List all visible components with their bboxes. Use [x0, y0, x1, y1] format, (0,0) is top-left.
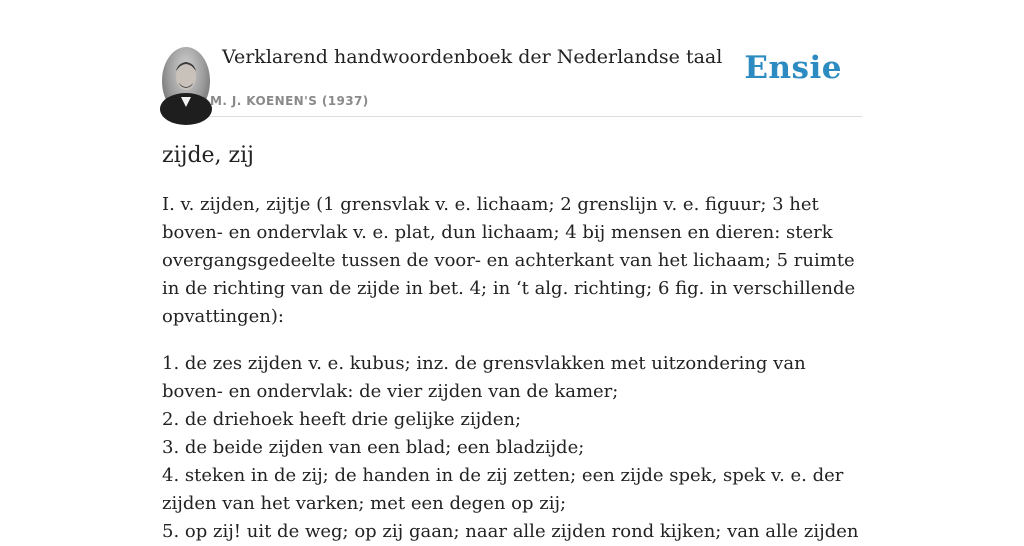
meaning-item: 3. de beide zijden van een blad; een bladzijde; [162, 437, 585, 458]
author-label: M. J. KOENEN'S (1937) [210, 94, 369, 108]
ensie-logo[interactable]: Ensie [744, 50, 842, 86]
author-portrait [162, 47, 210, 115]
dictionary-header [162, 0, 862, 117]
headword: zijde, zij [162, 143, 254, 168]
book-title: Verklarend handwoordenboek der Nederlandse taal [222, 46, 723, 68]
meaning-item: 4. steken in de zij; de handen in de zij zetten; een zijde spek, spek v. e. der zijden van het varken; met een degen op zij; [162, 465, 844, 514]
meaning-item: 2. de driehoek heeft drie gelijke zijden; [162, 409, 522, 430]
meaning-item: 1. de zes zijden v. e. kubus; inz. de grensvlakken met uitzondering van boven- en ondervlak: de vier zijden van de kamer; [162, 353, 806, 402]
content-container [162, 0, 862, 546]
meaning-item: 5. op zij! uit de weg; op zij gaan; naar alle zijden rond kijken; van alle zijden [162, 521, 859, 542]
entry-intro: I. v. zijden, zijtje (1 grensvlak v. e. lichaam; 2 grenslijn v. e. figuur; 3 het boven- en ondervlak v. e. plat, dun lichaam; 4 bij mensen en dieren: sterk overgangsgedeelte tussen de voor- en achterkant van het lichaam; 5 ruimte in de richting van de zijde in bet. 4; in ‘t alg. richting; 6 fig. in verschillende opvattingen): [162, 194, 856, 327]
meanings-list [162, 350, 862, 546]
